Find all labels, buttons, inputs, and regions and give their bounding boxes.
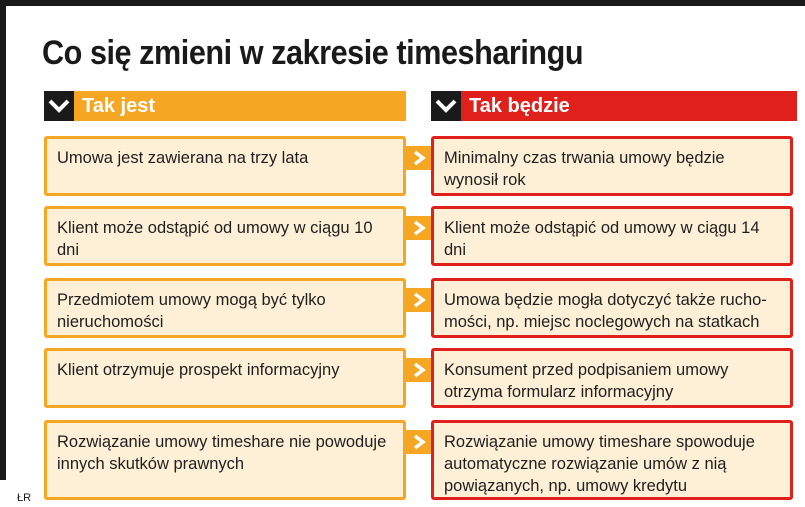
current-state-cell: Klient otrzymuje prospekt informacyjny: [44, 348, 406, 408]
column-header-current: [44, 91, 406, 121]
chevron-down-icon: [431, 91, 461, 121]
future-state-cell: Minimalny czas trwania umowy będzie wynosił rok: [431, 136, 793, 196]
chevron-right-icon: [406, 216, 431, 240]
future-state-cell: Konsument przed podpisaniem umowy otrzyma formularz informacyjny: [431, 348, 793, 408]
chevron-right-icon: [406, 430, 431, 454]
source-credit: ŁR: [17, 492, 32, 504]
column-header-future: [431, 91, 797, 121]
column-header-label: Tak jest: [74, 91, 406, 121]
future-state-cell: Umowa będzie mogła dotyczyć także rucho-mości, np. miejsc noclegowych na statkach: [431, 278, 793, 338]
chevron-down-icon: [44, 91, 74, 121]
page-title: Co się zmieni w zakresie timesharingu: [42, 34, 584, 72]
future-state-cell: Klient może odstąpić od umowy w ciągu 14 dni: [431, 206, 793, 266]
chevron-right-icon: [406, 358, 431, 382]
frame-left-border: [0, 0, 6, 480]
frame-top-border: [0, 0, 805, 6]
current-state-cell: Umowa jest zawierana na trzy lata: [44, 136, 406, 196]
current-state-cell: Przedmiotem umowy mogą być tylko nieruchomości: [44, 278, 406, 338]
chevron-right-icon: [406, 288, 431, 312]
current-state-cell: Klient może odstąpić od umowy w ciągu 10 dni: [44, 206, 406, 266]
chevron-right-icon: [406, 146, 431, 170]
future-state-cell: Rozwiązanie umowy timeshare spowoduje automatyczne rozwiązanie umów z nią powiązanych, np. umowy kredytu: [431, 420, 793, 500]
current-state-cell: Rozwiązanie umowy timeshare nie powoduje innych skutków prawnych: [44, 420, 406, 500]
column-header-label: Tak będzie: [461, 91, 797, 121]
